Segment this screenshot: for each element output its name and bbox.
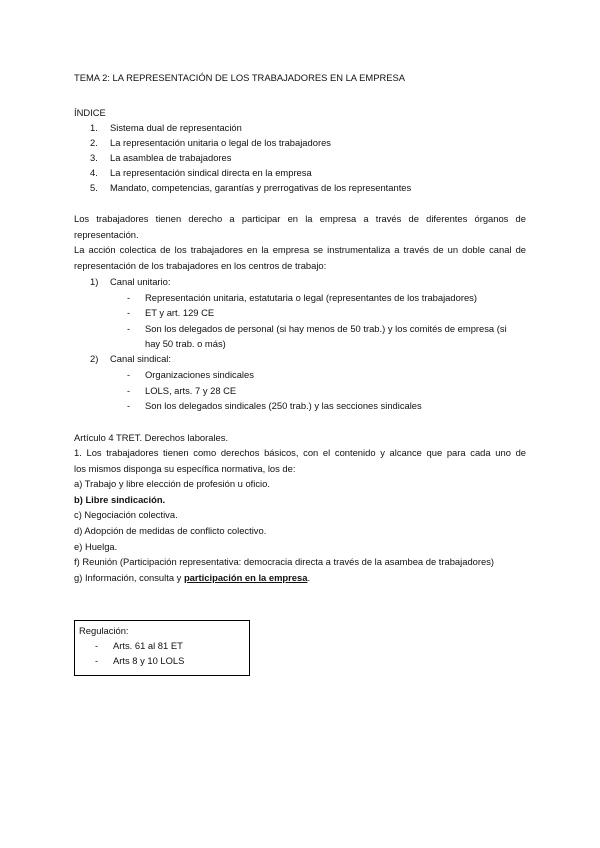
article-heading: Artículo 4 TRET. Derechos laborales. (74, 432, 229, 443)
bullet-item: - ET y art. 129 CE (127, 307, 215, 318)
right-item-e: e) Huelga. (74, 541, 118, 552)
channel-union-label: 2) Canal sindical: (90, 353, 171, 364)
intro-paragraph-line: representación de los trabajadores en los centros de trabajo: (74, 260, 327, 271)
index-item: 2. La representación unitaria o legal de los trabajadores (90, 137, 331, 148)
intro-paragraph-line: representación. (74, 229, 139, 240)
right-item-g: g) Información, consulta y participación en la empresa. (74, 572, 311, 583)
index-item: 3. La asamblea de trabajadores (90, 152, 232, 163)
page-title: TEMA 2: LA REPRESENTACIÓN DE LOS TRABAJADORES EN LA EMPRESA (74, 72, 405, 83)
index-heading: ÍNDICE (74, 107, 106, 118)
regulation-box (74, 620, 250, 676)
regulation-item: - Arts. 61 al 81 ET (95, 640, 183, 651)
regulation-item: - Arts 8 y 10 LOLS (95, 655, 185, 666)
bullet-item-continuation: hay 50 trab. o más) (145, 338, 226, 349)
bullet-item: - Son los delegados sindicales (250 trab.) y las secciones sindicales (127, 400, 422, 411)
article-paragraph-line: los mismos disponga su específica normativa, los de: (74, 463, 296, 474)
right-item-d: d) Adopción de medidas de conflicto colectivo. (74, 525, 267, 536)
bullet-item: - LOLS, arts. 7 y 28 CE (127, 385, 237, 396)
regulation-heading: Regulación: (79, 625, 129, 636)
right-item-b: b) Libre sindicación. (74, 494, 166, 505)
article-paragraph-line: 1. Los trabajadores tienen como derechos básicos, con el contenido y alcance que para cada uno de (74, 447, 526, 458)
index-item: 4. La representación sindical directa en la empresa (90, 167, 312, 178)
intro-paragraph-line: Los trabajadores tienen derecho a participar en la empresa a través de diferentes órganos de (74, 213, 526, 224)
right-item-a: a) Trabajo y libre elección de profesión u oficio. (74, 478, 270, 489)
bullet-item: - Son los delegados de personal (si hay menos de 50 trab.) y los comités de empresa (si (127, 323, 507, 334)
channel-unitary-label: 1) Canal unitario: (90, 276, 171, 287)
index-item: 5. Mandato, competencias, garantías y prerrogativas de los representantes (90, 182, 412, 193)
highlighted-term: participación en la empresa (183, 572, 308, 583)
bullet-item: - Organizaciones sindicales (127, 369, 254, 380)
right-item-c: c) Negociación colectiva. (74, 509, 178, 520)
bullet-item: - Representación unitaria, estatutaria o legal (representantes de los trabajadores) (127, 292, 477, 303)
right-item-f: f) Reunión (Participación representativa: democracia directa a través de la asambea de trabajadores) (74, 556, 495, 567)
index-item: 1. Sistema dual de representación (90, 122, 242, 133)
intro-paragraph-line: La acción colectica de los trabajadores en la empresa se instrumentaliza a través de un doble canal de (74, 244, 526, 255)
